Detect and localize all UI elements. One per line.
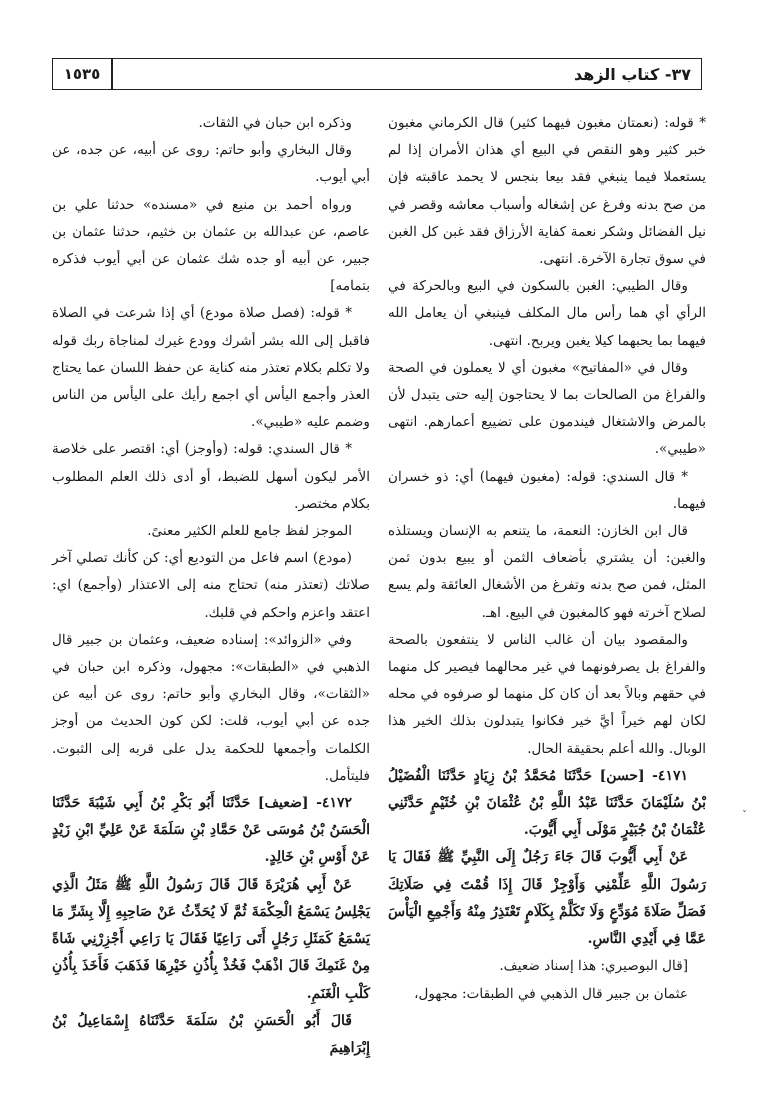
- page-number: ١٥٣٥: [63, 65, 101, 83]
- header-divider: [111, 59, 113, 89]
- paragraph: وذكره ابن حبان في الثقات.: [198, 115, 352, 131]
- paragraph: * قال السندي: قوله: (مغبون فيهما) أي: ذو خسران فيهما.: [388, 468, 706, 512]
- paragraph: والمقصود بيان أن غالب الناس لا ينتفعون بالصحة والفراغ بل يصرفونهما في غير محالهما فيصير كل منهما في حقهم وبالاً بعد أن كان كل منهما لو صرفوه في محله لكان لهم خيراً أيَّ خير فكانوا يتبدلون بذلك الخير هذا الوبال. والله أعلم بحقيقة الحال.: [388, 631, 706, 757]
- paragraph: وفي «الزوائد»: إسناده ضعيف، وعثمان بن جبير قال الذهبي في «الطبقات»: مجهول، وذكره ابن حبان في «الثقات»، وقال البخاري وأبو حاتم: روى عن أبيه عن جده عن أبي أيوب، قلت: لكن كون الحديث من أوجز الكلمات وأجمعها للحكمة يدل على قربه إلى الثبوت. فليتأمل.: [52, 631, 370, 784]
- paragraph: * قوله: (فصل صلاة مودع) أي إذا شرعت في الصلاة فاقبل إلى الله بشر أشرك وودع غيرك لمناجاة ربك قوله ولا تكلم بكلام تعتذر منه كناية عن حفظ اللسان عما يحتاج العذر وأجمع اليأس أي اجمع رأيك على اليأس من الناس وضمم عليه «طيبي».: [52, 305, 370, 431]
- hadith-matn: عَنْ أَبِي هُرَيْرَةَ قَالَ قَالَ رَسُولُ اللَّهِ ﷺ مَثَلُ الَّذِي يَجْلِسُ يَسْمَعُ الْحِكْمَةَ ثُمَّ لَا يُحَدِّثُ عَنْ صَاحِبِهِ إِلَّا بِشَرِّ مَا يَسْمَعُ كَمَثَلِ رَجُلٍ أَتَى رَاعِيًا فَقَالَ يَا رَاعِي أَجْزِرْنِي شَاةً مِنْ غَنَمِكَ قَالَ اذْهَبْ فَخُذْ بِأُذُنِ خَيْرِهَا فَذَهَبَ فَأَخَذَ بِأُذُنِ كَلْبِ الْغَنَمِ.: [52, 876, 370, 1002]
- paragraph: وقال في «المفاتيح» مغبون أي لا يعملون في الصحة والفراغ من الصالحات بما لا يحتاجون إليه حتى يتبدل لأن بالمرض والاشتغال فيندمون على تضييع أعمارهم. انتهى «طيبي».: [388, 359, 706, 458]
- right-column: [388, 110, 706, 1008]
- paragraph: ورواه أحمد بن منيع في «مسنده» حدثنا علي بن عاصم، عن عبدالله بن عثمان بن خثيم، حدثنا عثمان بن جبير، عن أبيه أو جده شك عثمان عن أبي أيوب فذكره بتمامه]: [52, 196, 370, 295]
- hadith-isnad: ٤١٧١- [حسن] حَدَّثَنَا مُحَمَّدُ بْنُ زِيَادٍ حَدَّثَنَا الْفُضَيْلُ بْنُ سُلَيْمَانَ حَدَّثَنَا عَبْدُ اللَّهِ بْنُ عُثْمَانَ بْنِ خُثَيْمٍ حَدَّثَنِي عُثْمَانُ بْنُ جُبَيْرٍ مَوْلَى أَبِي أَيُّوبَ.: [388, 767, 706, 839]
- margin-mark: ˇ: [742, 810, 747, 821]
- paragraph: الموجز لفظ جامع للعلم الكثير معنىً.: [147, 523, 352, 540]
- paragraph: * قال السندي: قوله: (وأوجز) أي: اقتصر على خلاصة الأمر ليكون أسهل للضبط، أو أدى ذلك العلم المطلوب بكلام مختصر.: [52, 441, 370, 512]
- paragraph: [قال البوصيري: هذا إسناد ضعيف.: [499, 958, 688, 975]
- paragraph: وقال البخاري وأبو حاتم: روى عن أبيه، عن جده، عن أبي أيوب.: [52, 142, 370, 186]
- hadith-isnad: قَالَ أَبُو الْحَسَنِ بْنُ سَلَمَةَ حَدَّثَنَاهُ إِسْمَاعِيلُ بْنُ إِبْرَاهِيمَ: [52, 1012, 370, 1056]
- left-column: [52, 110, 370, 1062]
- hadith-isnad: ٤١٧٢- [ضعيف] حَدَّثَنَا أَبُو بَكْرِ بْنُ أَبِي شَيْبَةَ حَدَّثَنَا الْحَسَنُ بْنُ مُوسَى عَنْ حَمَّادِ بْنِ سَلَمَةَ عَنْ عَلِيِّ ابْنِ زَيْدٍ عَنْ أَوْسِ بْنِ خَالِدٍ.: [52, 795, 370, 866]
- running-header: [52, 58, 702, 90]
- paragraph: قال ابن الخازن: النعمة، ما يتنعم به الإنسان ويستلذه والغبن: أن يشتري بأضعاف الثمن أو يبيع بدون ثمن المثل، فمن صح بدنه وتفرغ من الأشغال العائقة ولم يسع لصلاح آخرته فهو كالمغبون في البيع. اهـ.: [388, 523, 706, 621]
- hadith-matn: عَنْ أَبِي أَيُّوبَ قَالَ جَاءَ رَجُلٌ إِلَى النَّبِيِّ ﷺ فَقَالَ يَا رَسُولَ اللَّهِ عَلِّمْنِي وَأَوْجِزْ قَالَ إِذَا قُمْتَ فِي صَلَاتِكَ فَصَلِّ صَلَاةَ مُوَدِّعٍ وَلَا تَكَلَّمْ بِكَلَامٍ تَعْتَذِرُ مِنْهُ وَأَجْمِعِ الْيَأْسَ عَمَّا فِي أَيْدِي النَّاسِ.: [388, 849, 706, 948]
- paragraph: (مودع) اسم فاعل من التوديع أي: كن كأنك تصلي آخر صلاتك (تعتذر منه) تحتاج منه إلى الاعتذار (وأجمع) اي: اعتقد واعزم واحكم في قلبك.: [52, 550, 370, 621]
- book-title: ٣٧- كتاب الزهد: [573, 64, 691, 84]
- paragraph: عثمان بن جبير قال الذهبي في الطبقات: مجهول،: [414, 985, 688, 1002]
- paragraph: وقال الطيبي: الغبن بالسكون في البيع وبالحركة في الرأي أي هما رأس مال المكلف فينبغي أن يعامل الله فيهما بما يحبهما كيلا يغبن ويربح. انتهى.: [388, 278, 706, 349]
- paragraph: * قوله: (نعمتان مغبون فيهما كثير) قال الكرماني مغبون خبر كثير وهو النقص في البيع أي هذان الأمران إذا لم يستعملا فيما ينبغي فقد بيعا بنجس لا يحمد عاقبته فإن من صح بدنه وفرغ عن إشغاله وأسباب معاشه وقصر في نيل الفضائل وشكر نعمة كفاية الأرزاق فقد غبن كل الغبن في سوق تجارة الآخرة. انتهى.: [388, 115, 706, 268]
